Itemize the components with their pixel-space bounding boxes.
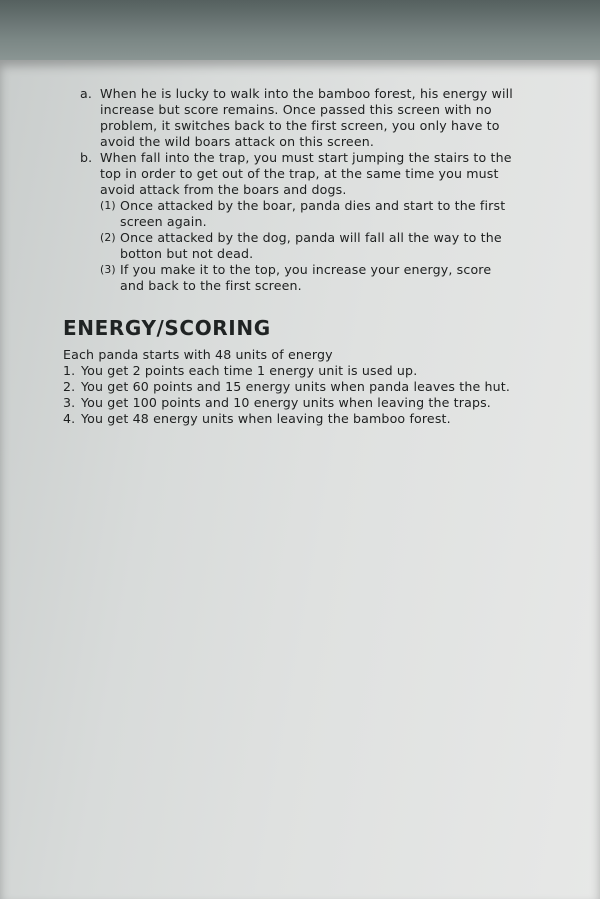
subitem-text <box>120 262 550 294</box>
scoring-intro: Each panda starts with 48 units of energy <box>63 347 333 362</box>
section-heading: ENERGY/SCORING <box>63 316 271 340</box>
text-line: and back to the first screen. <box>120 278 302 293</box>
scoring-section <box>63 347 563 427</box>
lettered-list <box>80 86 550 294</box>
text-line: increase but score remains. Once passed this screen with no <box>100 102 492 117</box>
list-item-text <box>100 150 550 198</box>
text-line: When he is lucky to walk into the bamboo forest, his energy will <box>100 86 513 101</box>
text-line: top in order to get out of the trap, at the same time you must <box>100 166 499 181</box>
text-line: When fall into the trap, you must start jumping the stairs to the <box>100 150 512 165</box>
text-line: Once attacked by the dog, panda will fall all the way to the <box>120 230 502 245</box>
subitem-text <box>120 230 550 262</box>
text-line: botton but not dead. <box>120 246 254 261</box>
subitem-marker: (1) <box>100 199 116 212</box>
text-line: avoid the wild boars attack on this screen. <box>100 134 375 149</box>
list-marker: b. <box>80 150 93 165</box>
scoring-item <box>63 411 563 427</box>
subitem-marker: (3) <box>100 263 116 276</box>
scoring-text: You get 48 energy units when leaving the bamboo forest. <box>81 411 451 426</box>
subitem-1 <box>100 198 550 230</box>
text-line: Once attacked by the boar, panda dies and start to the first <box>120 198 506 213</box>
scoring-marker: 1. <box>63 363 76 378</box>
text-line: avoid attack from the boars and dogs. <box>100 182 347 197</box>
text-line: problem, it switches back to the first screen, you only have to <box>100 118 500 133</box>
list-item-b <box>80 150 550 198</box>
text-line: screen again. <box>120 214 207 229</box>
subitem-2 <box>100 230 550 262</box>
page-top-edge <box>0 0 600 64</box>
subitem-text <box>120 198 550 230</box>
scoring-item <box>63 379 563 395</box>
text-line: If you make it to the top, you increase your energy, score <box>120 262 492 277</box>
scoring-text: You get 60 points and 15 energy units when panda leaves the hut. <box>81 379 511 394</box>
list-item-text <box>100 86 550 150</box>
subitem-marker: (2) <box>100 231 116 244</box>
scoring-item <box>63 363 563 379</box>
scoring-text: You get 100 points and 10 energy units when leaving the traps. <box>81 395 491 410</box>
scoring-marker: 4. <box>63 411 76 426</box>
list-marker: a. <box>80 86 93 101</box>
scoring-item <box>63 395 563 411</box>
subitem-3 <box>100 262 550 294</box>
list-item-a <box>80 86 550 150</box>
scoring-text: You get 2 points each time 1 energy unit is used up. <box>81 363 418 378</box>
scoring-marker: 3. <box>63 395 76 410</box>
scoring-marker: 2. <box>63 379 76 394</box>
numbered-subitems <box>100 198 550 294</box>
